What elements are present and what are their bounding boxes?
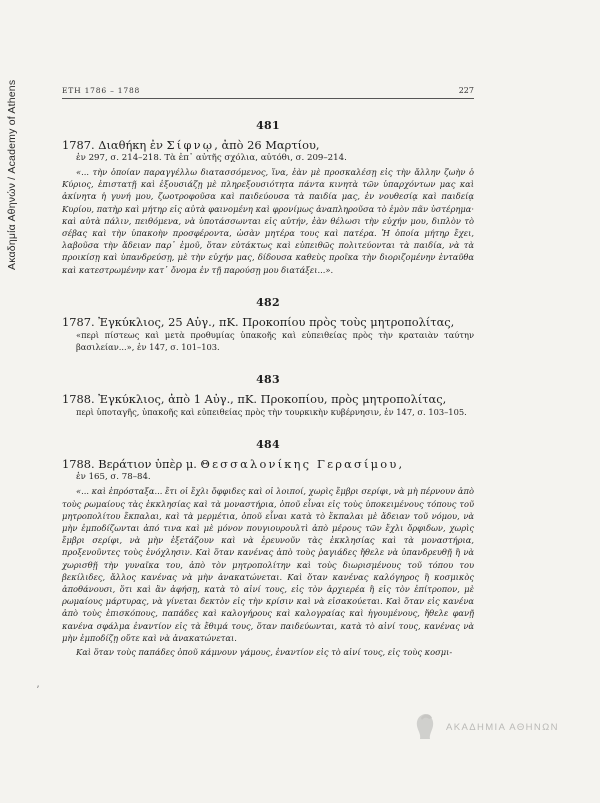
entry-number: 481 bbox=[256, 119, 280, 132]
entry-quote-continued: Καὶ ὅταν τοὺς παπάδες ὁποῦ κάμνουν γάμους, ἐναντίον εἰς τὸ αἰνί τους, εἰς τοὺς κοσμι- bbox=[76, 647, 453, 658]
watermark-text: Ακαδημία Αθηνών / Academy of Athens bbox=[6, 79, 18, 270]
heading-part: , bbox=[398, 457, 403, 472]
running-head bbox=[62, 86, 474, 99]
entry-reference: ἐν 165, σ. 78–84. bbox=[76, 472, 151, 483]
page-number: 227 bbox=[458, 86, 474, 95]
entry-number: 483 bbox=[256, 373, 280, 387]
entry-heading bbox=[62, 457, 474, 471]
entry-heading: 1788. Ἐγκύκλιος, ἀπὸ 1 Αὐγ., πΚ. Προκοπίου, πρὸς μητροπολίτας, bbox=[62, 392, 447, 407]
entry-quote: «... καὶ ἐπρόσταξα... ἔτι οἱ ἔχλι ὄφφιδες καὶ οἱ λοιποί, χωρὶς ἔμβρι σερίφι, νὰ μὴ πέρνουν ἀπὸ τοὺς ρωμαίους τὰς ἐκκλησίας καὶ τὰ μοναστήρια, ὁποῦ εἶναι εἰς τοὺς ὑποκειμένους τόπους τοῦ μητροπολίτου ἔκπαλαι, καὶ τὰ μερμέτια, ὁποῦ εἶναι κατὰ τὸ ἔκπαλαι μὲ ἄδειαν τοῦ νόμου, νὰ μὴν ἐμποδίζωνται ἀπό τινα καὶ μὲ μόνον πουγιουρουλτὶ ἀπὸ μέρους τῶν ἔχλι ὄρφιδων, χωρὶς ἔμβρι σερίφι, νὰ μὴν ἐξετάζουν καὶ νὰ ἐρευνοῦν τὰς ἐκκλησίας καὶ τὰ μοναστήρια, προξενοῦντες τοὺς ἐνόχλησιν. Καὶ ὅταν κανένας ἀπὸ τοὺς ῥαγιάδες ἤθελε νὰ ὑπανδρευθῇ ἢ νὰ χωρισθῇ τὴν γυναῖκα του, ἀπὸ τὸν μητροπολίτην καὶ τοὺς διωρισμένους τοῦ τόπου του βεκίλιδες, ἄλλος κανένας νὰ μὴν ἀνακατώνεται. Καὶ ὅταν κανένας καλόγηρος ἢ κοσμικὸς ἀποθάνουσι, ὅτι καὶ ἂν ἀφήσῃ, κατὰ τὸ αἰνί τους, εἰς τὸν ἀρχιερέα ἢ εἰς τὸν ἐπίτροπον, μὲ ρωμαίους μάρτυρας, νὰ γίνεται δεκτὸν εἰς τὴν κρίσιν καὶ νὰ εἰσακούεται. Καὶ ὅταν εἰς κανένα ἀπὸ τοὺς ἐπισκόπους, παπάδες καὶ καλογήρους καὶ καλογραίας καὶ ἡγουμένους, ἤθελε φανῇ κανένα σφάλμα ἐναντίον εἰς τὰ ἔθιμά τους, ὅταν παιδεύωνται, κατὰ τὸ αἰνί τους, κανένας νὰ μὴν ἐμποδίζῃ οὔτε καὶ νὰ ἀνακατώνεται. bbox=[62, 486, 474, 643]
entry-body: «περὶ πίστεως καὶ μετὰ προθυμίας ὑπακοῆς καὶ εὐπειθείας πρὸς τὴν κραταιὰν ταύτην βασιλείαν...», ἐν 147, σ. 101–103. bbox=[76, 329, 474, 353]
heading-part: 1787. Διαθήκη ἐν bbox=[62, 138, 167, 152]
entry-heading: 1787. Ἐγκύκλιος, 25 Αὐγ., πΚ. Προκοπίου πρὸς τοὺς μητροπολίτας, bbox=[62, 314, 455, 329]
entry-heading bbox=[62, 138, 474, 152]
entry-quote: «... τὴν ὁποίαν παραγγέλλω διατασσόμενος, ἵνα, ἐὰν μὲ προσκαλέσῃ εἰς τὴν ἄλλην ζωὴν ὁ Κύριος, ἐπιστατῇ καὶ ἐξουσιάζῃ μὲ πληρεξουσιότητα πάντα κινητὰ τῶν ὑπαρχόντων μας καὶ ἀκίνητα ἡ γυνή μου, ζωοτροφοῦσα καὶ παιδεύουσα τὰ παιδία μας, ἐν νουθεσίᾳ καὶ παιδείᾳ Κυρίου, πατὴρ καὶ μήτηρ εἰς αὐτὰ φαινομένη καὶ φρονίμως ἀναπληροῦσα τὸ ἐμὸν πᾶν ὑστέρημα· καὶ αὐτὰ πάλιν, πειθόμενα, νὰ ὑποτάσσωνται εἰς αὐτήν, ἐὰν θέλωσι τὴν εὐχήν μου, διπλὸν τὸ σέβας καὶ τὴν ὑπακοὴν προσφέροντα, ὡσὰν μητέρα τους καὶ πατέρα. Ἡ ὁποία μήτηρ ἔχει, λαβοῦσα τὴν ἄδειαν παρ᾽ ἐμοῦ, ὅταν εὐτάκτως καὶ εὐπειθῶς πολιτεύονται τὰ παιδία, νὰ τὰ προικίσῃ καὶ ὑπανδρεύσῃ, μὲ τὴν εὐχήν μας, δίδουσα καθεὺς προῖκα τὴν διοριζομένην ἐνταῦθα καὶ κατεστρωμένην κατ᾽ ὄνομα ἐν τῇ παρούσῃ μου διατάξει...». bbox=[62, 167, 474, 275]
entry-number: 482 bbox=[256, 295, 280, 309]
running-head-title: ΕΤΗ 1786 – 1788 bbox=[62, 86, 141, 95]
entry-number: 484 bbox=[256, 438, 280, 452]
entry-body: περὶ ὑποταγῆς, ὑπακοῆς καὶ εὐπειθείας πρὸς τὴν τουρκικὴν κυβέρνησιν, ἐν 147, σ. 103–105. bbox=[76, 407, 467, 418]
heading-name: Θεσσαλονίκης Γερασίμου bbox=[200, 457, 399, 472]
academy-logo-watermark bbox=[412, 710, 572, 744]
side-watermark bbox=[6, 40, 20, 270]
heading-part: 1788. Βεράτιον ὑπὲρ μ. bbox=[62, 457, 201, 472]
heading-place: Σίφνῳ bbox=[166, 138, 215, 152]
document-page bbox=[62, 86, 474, 658]
margin-mark: ʼ bbox=[36, 685, 40, 696]
logo-text: ΑΚΑΔΗΜΙΑ ΑΘΗΝΩΝ bbox=[446, 721, 559, 733]
athena-head-icon bbox=[412, 712, 438, 742]
heading-part: , ἀπὸ 26 Μαρτίου, bbox=[214, 138, 320, 152]
entry-reference: ἐν 297, σ. 214–218. Τὰ ἐπ᾽ αὐτῆς σχόλια, αὐτόθι, σ. 209–214. bbox=[76, 153, 347, 163]
